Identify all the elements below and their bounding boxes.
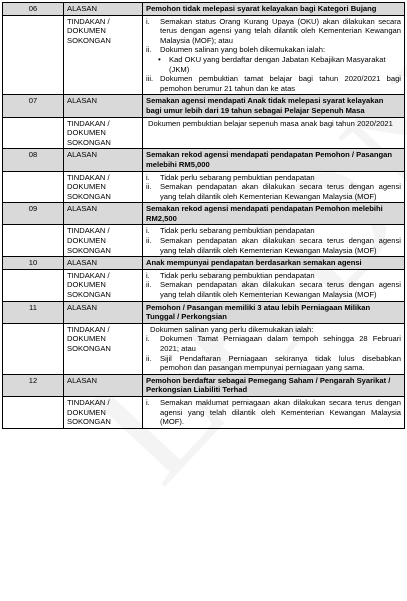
list-text: Kad OKU yang berdaftar dengan Jabatan Kebajikan Masyarakat (JKM): [169, 54, 386, 74]
alasan-row: [3, 203, 405, 225]
alasan-row: [3, 149, 405, 171]
row-number-spacer: [3, 269, 64, 301]
list-item: [146, 74, 401, 93]
list-text: Tidak perlu sebarang pembuktian pendapatan: [160, 226, 315, 236]
list-marker: i.: [146, 334, 150, 344]
list-marker: iii.: [146, 74, 154, 84]
list-text: Sijil Pendaftaran Perniagaan sekiranya tidak lulus disebabkan pemohon dan pasangan mempunyai perniagaan yang sama.: [160, 353, 401, 373]
list-text: Semakan pendapatan akan dilakukan secara terus dengan agensi yang telah dilantik oleh Kementerian Kewangan Malaysia (MOF): [160, 236, 401, 255]
list-item: [146, 398, 401, 427]
row-number-spacer: [3, 117, 64, 149]
list-marker: ii.: [146, 236, 152, 246]
alasan-label: ALASAN: [64, 257, 143, 270]
tindakan-row: [3, 225, 405, 257]
list-marker: i.: [146, 226, 150, 236]
alasan-label: ALASAN: [64, 95, 143, 117]
list-item: [146, 354, 401, 373]
list-text: Tidak perlu sebarang pembuktian pendapatan: [160, 270, 315, 280]
tindakan-content: [143, 171, 405, 203]
tindakan-label: TINDAKAN / DOKUMEN SOKONGAN: [64, 323, 143, 374]
row-number: 10: [3, 257, 64, 270]
tindakan-content: [143, 269, 405, 301]
row-number-spacer: [3, 15, 64, 95]
list-item: [146, 271, 401, 281]
alasan-label: ALASAN: [64, 149, 143, 171]
list-marker: i.: [146, 16, 150, 26]
list-text: Dokumen pembuktian tamat belajar bagi tahun 2020/2021 bagi pemohon berumur 21 tahun dan ke atas: [160, 74, 401, 93]
tindakan-row: [3, 396, 405, 428]
row-number: 09: [3, 203, 64, 225]
reasons-table: [2, 2, 405, 429]
row-number: 08: [3, 149, 64, 171]
list-item: [146, 280, 401, 299]
list-item: [146, 45, 401, 55]
tindakan-content: [143, 117, 405, 149]
row-number: 07: [3, 95, 64, 117]
tindakan-label: TINDAKAN / DOKUMEN SOKONGAN: [64, 396, 143, 428]
alasan-text: Semakan rekod agensi mendapati pendapatan Pemohon / Pasangan melebihi RM5,000: [143, 149, 405, 171]
list-marker: i.: [146, 397, 150, 407]
tindakan-paragraph: Dokumen pembuktian belajar sepenuh masa anak bagi tahun 2020/2021: [148, 118, 393, 128]
row-number-spacer: [3, 171, 64, 203]
sub-list-item: [146, 55, 401, 74]
tindakan-label: TINDAKAN / DOKUMEN SOKONGAN: [64, 225, 143, 257]
list-item: [146, 17, 401, 46]
row-number: 12: [3, 374, 64, 396]
list-item: [146, 236, 401, 255]
tindakan-content: [143, 225, 405, 257]
list-marker: •: [158, 54, 161, 64]
alasan-label: ALASAN: [64, 203, 143, 225]
tindakan-label: TINDAKAN / DOKUMEN SOKONGAN: [64, 171, 143, 203]
row-number-spacer: [3, 225, 64, 257]
alasan-row: [3, 301, 405, 323]
list-text: Semakan maklumat perniagaan akan dilakukan secara terus dengan agensi yang telah dilantik oleh Kementerian Kewangan Malaysia (MOF).: [160, 397, 401, 427]
list-marker: i.: [146, 270, 150, 280]
tindakan-row: [3, 323, 405, 374]
list-text: Tidak perlu sebarang pembuktian pendapatan: [160, 172, 315, 182]
list-item: [146, 182, 401, 201]
alasan-text: Pemohon berdaftar sebagai Pemegang Saham / Pengarah Syarikat / Perkongsian Liabiliti Terhad: [143, 374, 405, 396]
list-marker: i.: [146, 172, 150, 182]
alasan-label: ALASAN: [64, 374, 143, 396]
list-text: Dokumen Tamat Perniagaan dalam tempoh sehingga 28 Februari 2021; atau: [160, 334, 401, 353]
row-number: 11: [3, 301, 64, 323]
list-marker: ii.: [146, 353, 152, 363]
list-item: [146, 173, 401, 183]
alasan-row: [3, 257, 405, 270]
tindakan-row: [3, 15, 405, 95]
alasan-row: [3, 95, 405, 117]
list-item: [146, 334, 401, 353]
row-number-spacer: [3, 396, 64, 428]
list-text: Dokumen salinan yang boleh dikemukakan ialah:: [160, 45, 326, 55]
tindakan-content: [143, 15, 405, 95]
alasan-text: Semakan rekod agensi mendapati pendapatan Pemohon melebihi RM2,500: [143, 203, 405, 225]
tindakan-row: [3, 171, 405, 203]
alasan-row: [3, 374, 405, 396]
alasan-text: Semakan agensi mendapati Anak tidak melepasi syarat kelayakan bagi umur lebih dari 19 tahun sebagai Pelajar Sepenuh Masa: [143, 95, 405, 117]
list-marker: ii.: [146, 280, 152, 290]
tindakan-label: TINDAKAN / DOKUMEN SOKONGAN: [64, 117, 143, 149]
list-text: Semakan pendapatan akan dilakukan secara terus dengan agensi yang telah dilantik oleh Kementerian Kewangan Malaysia (MOF): [160, 280, 401, 300]
alasan-label: ALASAN: [64, 3, 143, 16]
tindakan-intro: Dokumen salinan yang perlu dikemukakan ialah:: [150, 324, 314, 334]
alasan-text: Pemohon / Pasangan memiliki 3 atau lebih Perniagaan Milikan Tunggal / Perkongsian: [143, 301, 405, 323]
list-marker: ii.: [146, 182, 152, 192]
alasan-text: Anak mempunyai pendapatan berdasarkan semakan agensi: [143, 257, 405, 270]
list-item: [146, 226, 401, 236]
tindakan-row: [3, 269, 405, 301]
list-marker: ii.: [146, 45, 152, 55]
row-number: 06: [3, 3, 64, 16]
list-text: Semakan status Orang Kurang Upaya (OKU) akan dilakukan secara terus dengan agensi yang telah dilantik oleh Kementerian Kewangan Malaysia (MOF); atau: [160, 16, 401, 45]
tindakan-row: [3, 117, 405, 149]
alasan-row: [3, 3, 405, 16]
tindakan-label: TINDAKAN / DOKUMEN SOKONGAN: [64, 15, 143, 95]
tindakan-content: [143, 396, 405, 428]
alasan-text: Pemohon tidak melepasi syarat kelayakan bagi Kategori Bujang: [143, 3, 405, 16]
tindakan-label: TINDAKAN / DOKUMEN SOKONGAN: [64, 269, 143, 301]
reasons-table-body: [3, 3, 405, 429]
tindakan-content: [143, 323, 405, 374]
list-text: Semakan pendapatan akan dilakukan secara terus dengan agensi yang telah dilantik oleh Kementerian Kewangan Malaysia (MOF): [160, 182, 401, 201]
row-number-spacer: [3, 323, 64, 374]
alasan-label: ALASAN: [64, 301, 143, 323]
